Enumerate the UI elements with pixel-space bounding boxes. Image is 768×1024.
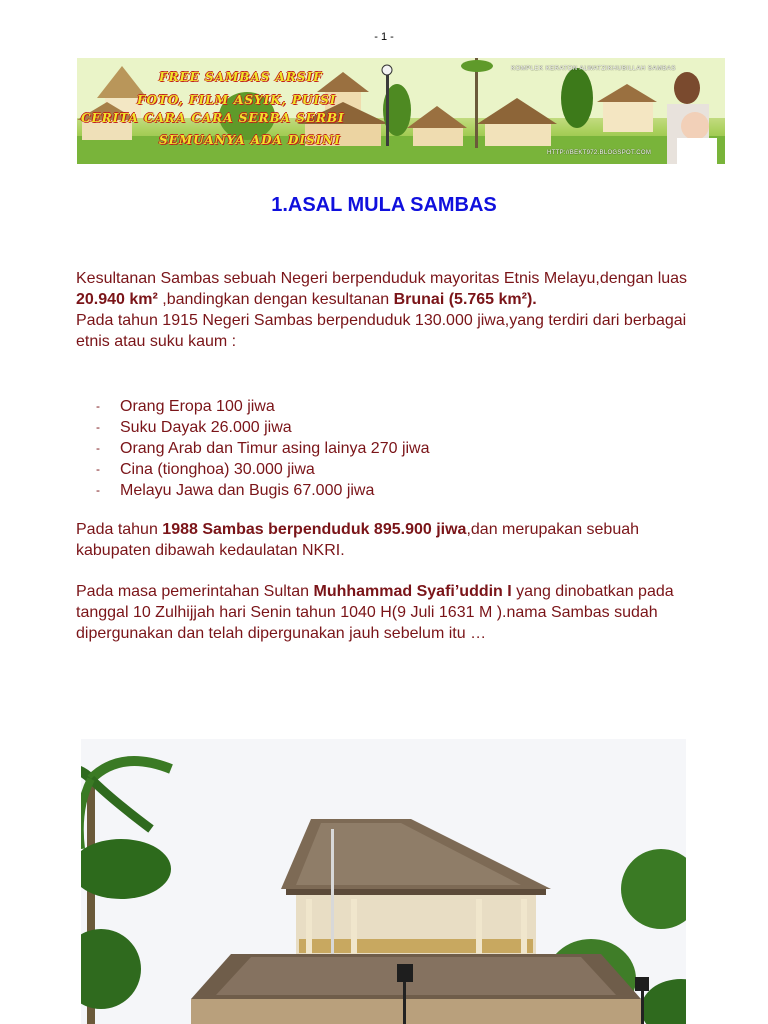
brunai-area: Brunai (5.765 km²).	[393, 291, 537, 308]
paragraph-text: ,bandingkan dengan kesultanan	[157, 291, 394, 308]
paragraph-intro	[76, 268, 716, 352]
paragraph-sultan	[76, 581, 716, 644]
list-item	[96, 459, 430, 480]
banner-line-4: SEMUANYA ADA DISINI	[159, 133, 341, 147]
list-dash: -	[96, 441, 100, 455]
list-item-text: Suku Dayak 26.000 jiwa	[120, 419, 292, 436]
paragraph-text: Pada tahun 1915 Negeri Sambas berpenduduk 130.000 jiwa,yang terdiri dari berbagai etnis atau suku kaum :	[76, 312, 687, 350]
page-number: - 1 -	[374, 31, 394, 43]
population-1988: 1988 Sambas berpenduduk 895.900 jiwa	[162, 521, 467, 538]
list-item-text: Orang Arab dan Timur asing lainya 270 jiwa	[120, 440, 430, 457]
list-dash: -	[96, 483, 100, 497]
list-dash: -	[96, 462, 100, 476]
paragraph-text: Kesultanan Sambas sebuah Negeri berpenduduk mayoritas Etnis Melayu,dengan luas	[76, 270, 688, 287]
header-banner	[77, 58, 725, 164]
list-item-text: Melayu Jawa dan Bugis 67.000 jiwa	[120, 482, 375, 499]
paragraph-text: Pada masa pemerintahan Sultan	[76, 583, 314, 600]
paragraph-text: yang dinobatkan pada tanggal 10 Zulhijjah hari Senin tahun 1040 H(9 Juli 1631 M ).nama Sambas sudah dipergunakan dan telah dipergunakan jauh sebelum itu …	[76, 583, 674, 642]
banner-url: HTTP://BEKT972.BLOGSPOT.COM	[547, 150, 652, 156]
banner-line-1: FREE SAMBAS ARSIF	[159, 70, 323, 84]
paragraph-1988	[76, 519, 716, 561]
palace-illustration	[81, 739, 686, 1024]
banner-line-3: CERITA CARA CARA SERBA SERBI	[81, 111, 345, 125]
list-dash: -	[96, 399, 100, 413]
area-value: 20.940 km²	[76, 291, 158, 308]
banner-caption: KOMPLEK KERATON ALWATZIKHUBILLAH SAMBAS	[511, 66, 676, 72]
list-item	[96, 396, 430, 417]
list-item-text: Orang Eropa 100 jiwa	[120, 398, 275, 415]
list-dash: -	[96, 420, 100, 434]
list-item	[96, 480, 430, 501]
list-item	[96, 417, 430, 438]
list-item-text: Cina (tionghoa) 30.000 jiwa	[120, 461, 315, 478]
sultan-name: Muhhammad Syafi’uddin I	[313, 583, 512, 600]
list-item	[96, 438, 430, 459]
banner-line-2: FOTO, FILM ASYIK, PUISI	[137, 93, 337, 107]
paragraph-text: ,dan merupakan sebuah kabupaten dibawah kedaulatan NKRI.	[76, 521, 640, 559]
palace-photo	[81, 739, 686, 1024]
population-list	[96, 396, 430, 501]
page-title: 1.ASAL MULA SAMBAS	[271, 194, 497, 216]
paragraph-text: Pada tahun	[76, 521, 163, 538]
